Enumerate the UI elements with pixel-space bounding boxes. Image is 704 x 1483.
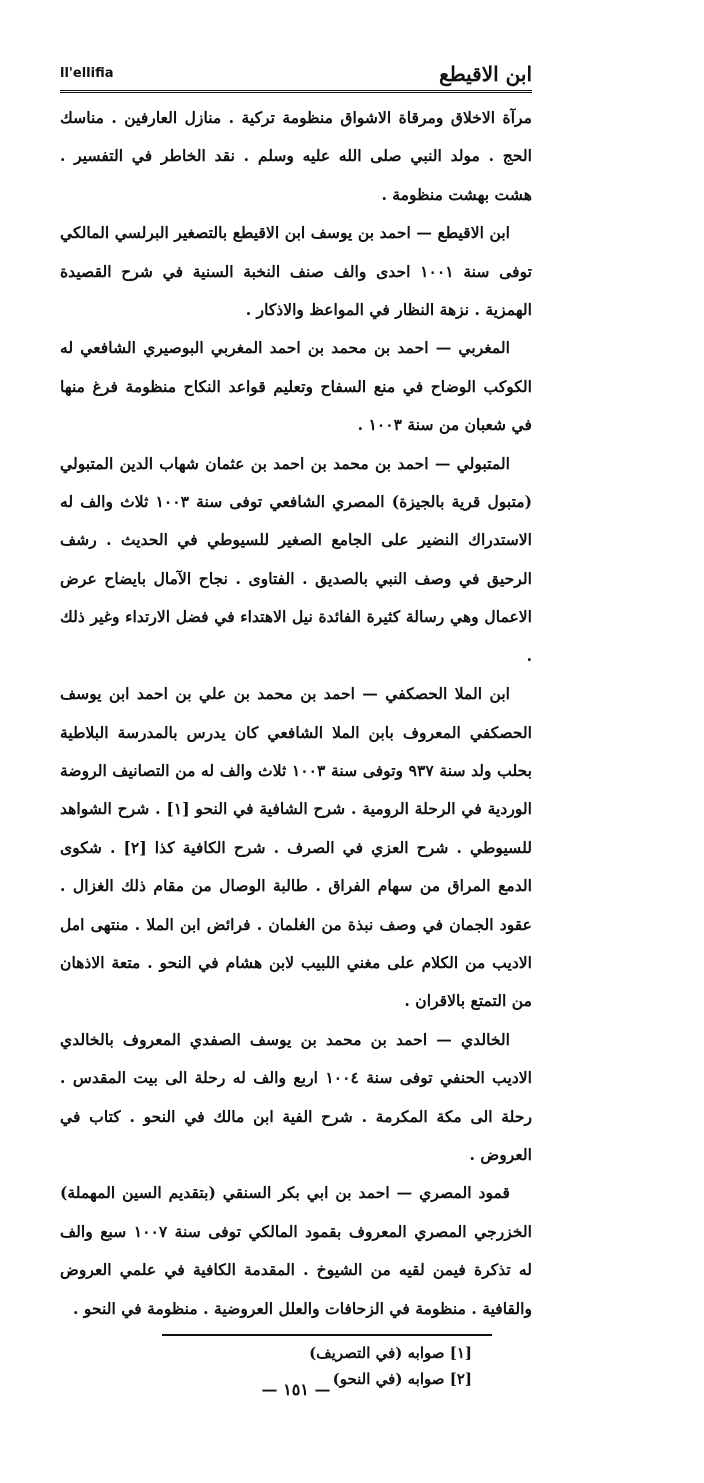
footnote: [١] صوابه (في التصريف)	[309, 1344, 472, 1362]
paragraph: مرآة الاخلاق ومرقاة الاشواق منظومة تركية . منازل العارفين . مناسك الحج . مولد النبي صلى الله عليه وسلم . نقد الخاطر في التفسير . هشت بهشت منظومة .	[60, 108, 532, 204]
page-number: — ١٥١ —	[261, 1380, 331, 1399]
paragraph: الخالدي — احمد بن محمد بن يوسف الصفدي المعروف بالخالدي الاديب الحنفي توفى سنة ١٠٠٤ اربع والف له رحلة الى بيت المقدس . رحلة الى مكة المكرمة . شرح الفية ابن مالك في النحو . كتاب في العروض .	[60, 1029, 532, 1164]
header-code: ll'ellifia	[60, 66, 114, 81]
book-page	[60, 60, 532, 1440]
footnote: [٢] صوابه (في النحو)	[332, 1370, 472, 1388]
paragraph: ابن الاقيطع — احمد بن يوسف ابن الاقيطع بالتصغير البرلسي المالكي توفى سنة ١٠٠١ احدى والف صنف النخبة السنية في شرح القصيدة الهمزية . نزهة النظار في المواعظ والاذكار .	[60, 223, 532, 320]
page-header	[60, 60, 532, 93]
paragraph: قمود المصري — احمد بن ابي بكر السنقي (بتقديم السين المهملة) الخزرجي المصري المعروف بقمود المالكي توفى سنة ١٠٠٧ سبع والف له تذكرة فيمن لقيه من الشيوخ . المقدمة الكافية في علمي العروض والقافية . منظومة في الزحافات والعلل العروضية . منظومة في النحو .	[60, 1183, 532, 1318]
paragraph: المغربي — احمد بن محمد بن احمد المغربي البوصيري الشافعي له الكوكب الوضاح في منع السفاح وتعليم قواعد النكاح منظومة فرغ منها في شعبان من سنة ١٠٠٣ .	[60, 338, 532, 435]
paragraph: المتبولي — احمد بن محمد بن احمد بن عثمان شهاب الدين المتبولي (متبول قرية بالجيزة) المصري الشافعي توفى سنة ١٠٠٣ ثلاث والف له الاستدراك النضير على الجامع الصغير للسيوطي في الحديث . رشف الرحيق في وصف النبي بالصديق . الفتاوى . نجاح الآمال بايضاح عرض الاعمال وهي رسالة كثيرة الفائدة نيل الاهتداء في فضل الارتداء وغير ذلك .	[60, 453, 532, 665]
main-text	[60, 99, 532, 1328]
running-title: ابن الاقيطع	[439, 62, 532, 86]
paragraph: ابن الملا الحصكفي — احمد بن محمد بن علي بن احمد ابن يوسف الحصكفي المعروف بابن الملا الشافعي كان يدرس بالمدرسة البلاطية بحلب ولد سنة ٩٣٧ وتوفى سنة ١٠٠٣ ثلاث والف له من التصانيف الروضة الوردية في الرحلة الرومية . شرح الشافية في النحو [١] . شرح الشواهد للسيوطي . شرح العزي في الصرف . شرح الكافية كذا [٢] . شكوى الدمع المراق من سهام الفراق . طالبة الوصال من مقام ذلك الغزال . عقود الجمان في وصف نبذة من الغلمان . فرائض ابن الملا . منتهى امل الاديب من الكلام على مغني اللبيب لابن هشام في النحو . متعة الاذهان من التمتع بالاقران .	[60, 684, 533, 1011]
